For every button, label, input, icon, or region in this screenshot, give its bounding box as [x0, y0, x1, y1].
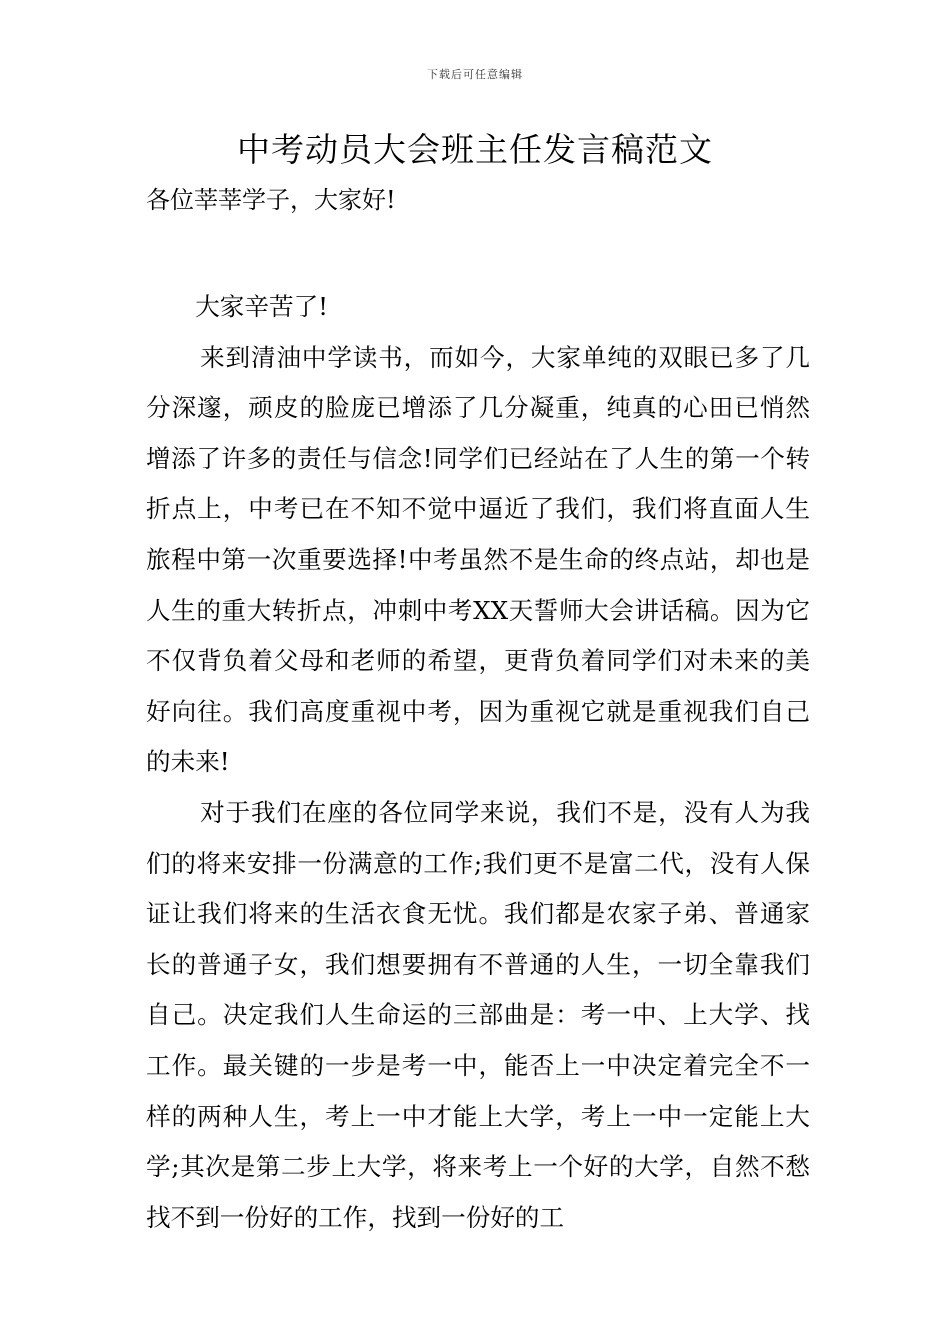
document-title: 中考动员大会班主任发言稿范文: [237, 130, 713, 169]
paragraph: 来到清油中学读书，而如今，大家单纯的双眼已多了几分深邃，顽皮的脸庞已增添了几分凝重，纯真的心田已悄然增添了许多的责任与信念!同学们已经站在了人生的第一个转折点上，中考已在不知不觉中逼近了我们，我们将直面人生旅程中第一次重要选择!中考虽然不是生命的终点站，却也是人生的重大转折点，冲刺中考XX天誓师大会讲话稿。因为它不仅背负着父母和老师的希望，更背负着同学们对未来的美好向往。我们高度重视中考，因为重视它就是重视我们自己的未来!: [146, 342, 810, 777]
header-note: 下载后可任意编辑: [427, 68, 523, 81]
document-body: [146, 282, 810, 1243]
paragraph-greeting: 大家辛苦了!: [195, 292, 329, 321]
paragraph: 对于我们在座的各位同学来说，我们不是，没有人为我们的将来安排一份满意的工作;我们更不是富二代，没有人保证让我们将来的生活衣食无忧。我们都是农家子弟、普通家长的普通子女，我们想要拥有不普通的人生，一切全靠我们自己。决定我们人生命运的三部曲是：考一中、上大学、找工作。最关键的一步是考一中，能否上一中决定着完全不一样的两种人生，考上一中才能上大学，考上一中一定能上大学;其次是第二步上大学，将来考上一个好的大学，自然不愁找不到一份好的工作，找到一份好的工: [146, 797, 810, 1232]
salutation: 各位莘莘学子，大家好!: [146, 186, 396, 214]
